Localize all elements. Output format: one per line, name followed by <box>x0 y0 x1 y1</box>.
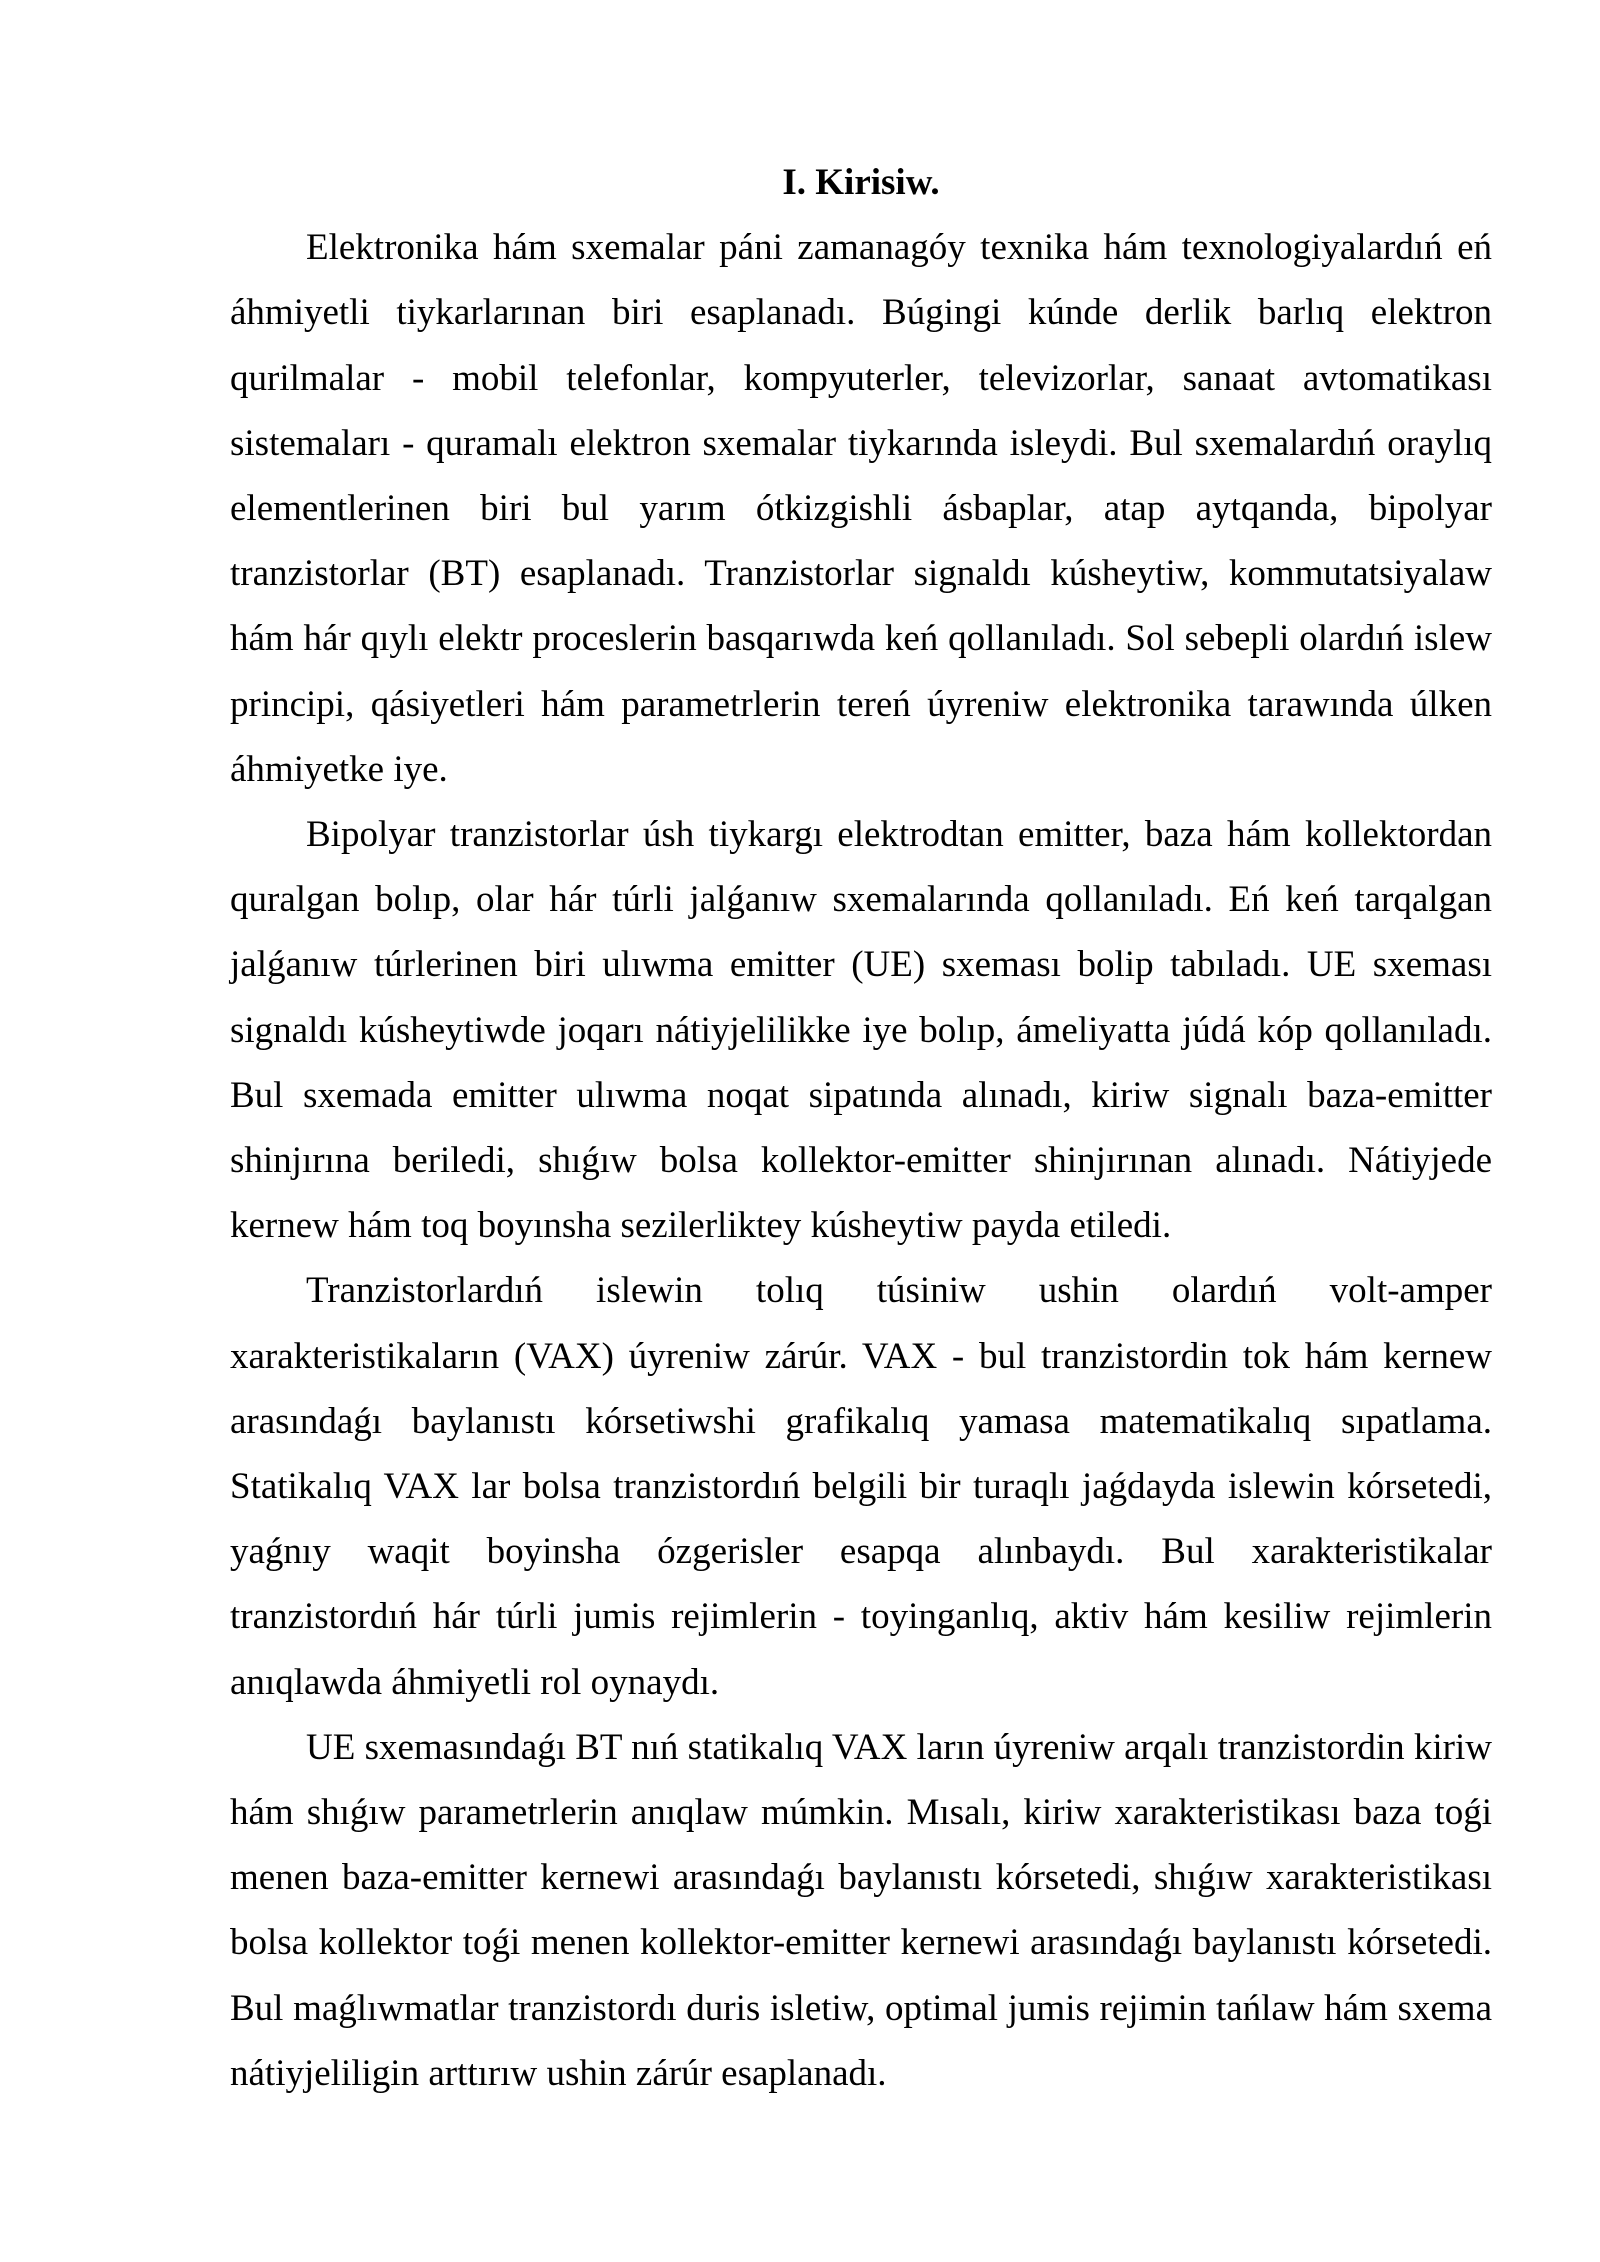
document-body <box>230 150 1492 2106</box>
section-title: I. Kirisiw. <box>782 162 940 203</box>
paragraph-vax: Tranzistorlardıń islewin tolıq túsiniw ushin olardıń volt-amper xarakteristikaların (VAX) úyreniw zárúr. VAX - bul tranzistordin tok hám kernew arasındaǵı baylanıstı kórsetiwshi grafikalıq yamasa matematikalıq sıpatlama. Statikalıq VAX lar bolsa tranzistordıń belgili bir turaqlı jaǵdayda islewin kórsetedi, yaǵnıy waqit boyinsha ózgerisler esapqa alınbaydı. Bul xarakteristikalar tranzistordıń hár túrli jumis rejimlerin - toyinganlıq, aktiv hám kesiliw rejimlerin anıqlawda áhmiyetli rol oynaydı. <box>230 1270 1492 1703</box>
paragraph-bipolar-transistors: Bipolyar tranzistorlar úsh tiykargı elektrodtan emitter, baza hám kollektordan quralgan bolıp, olar hár túrli jalǵanıw sxemalarında qollanıladı. Eń keń tarqalgan jalǵanıw túrlerinen biri ulıwma emitter (UE) sxeması bolip tabıladı. UE sxeması signaldı kúsheytiwde joqarı nátiyjelilikke iye bolıp, ámeliyatta júdá kóp qollanıladı. Bul sxemada emitter ulıwma noqat sipatında alınadı, kiriw signalı baza-emitter shinjırına beriledi, shıǵıw bolsa kollektor-emitter shinjırınan alınadı. Nátiyjede kernew hám toq boyınsha sezilerliktey kúsheytiw payda etiledi. <box>230 814 1492 1247</box>
paragraph-ue-scheme: UE sxemasındaǵı BT nıń statikalıq VAX ların úyreniw arqalı tranzistordin kiriw hám shıǵıw parametrlerin anıqlaw múmkin. Mısalı, kiriw xarakteristikası baza toǵi menen baza-emitter kernewi arasındaǵı baylanıstı kórsetedi, shıǵıw xarakteristikası bolsa kollektor toǵi menen kollektor-emitter kernewi arasındaǵı baylanıstı kórsetedi. Bul maǵlıwmatlar tranzistordı duris isletiw, optimal jumis rejimin tańlaw hám sxema nátiyjeliligin arttırıw ushin zárúr esaplanadı. <box>230 1726 1492 2094</box>
paragraph-intro: Elektronika hám sxemalar páni zamanagóy texnika hám texnologiyalardıń eń áhmiyetli tiykarlarınan biri esaplanadı. Búgingi kúnde derlik barlıq elektron qurilmalar - mobil telefonlar, kompyuterler, televizorlar, sanaat avtomatikası sistemaları - quramalı elektron sxemalar tiykarında isleydi. Bul sxemalardıń oraylıq elementlerinen biri bul yarım ótkizgishli ásbaplar, atap aytqanda, bipolyar tranzistorlar (BT) esaplanadı. Tranzistorlar signaldı kúsheytiw, kommutatsiyalaw hám hár qıylı elektr proceslerin basqarıwda keń qollanıladı. Sol sebepli olardıń islew principi, qásiyetleri hám parametrlerin tereń úyreniw elektronika tarawında úlken áhmiyetke iye. <box>230 227 1492 790</box>
